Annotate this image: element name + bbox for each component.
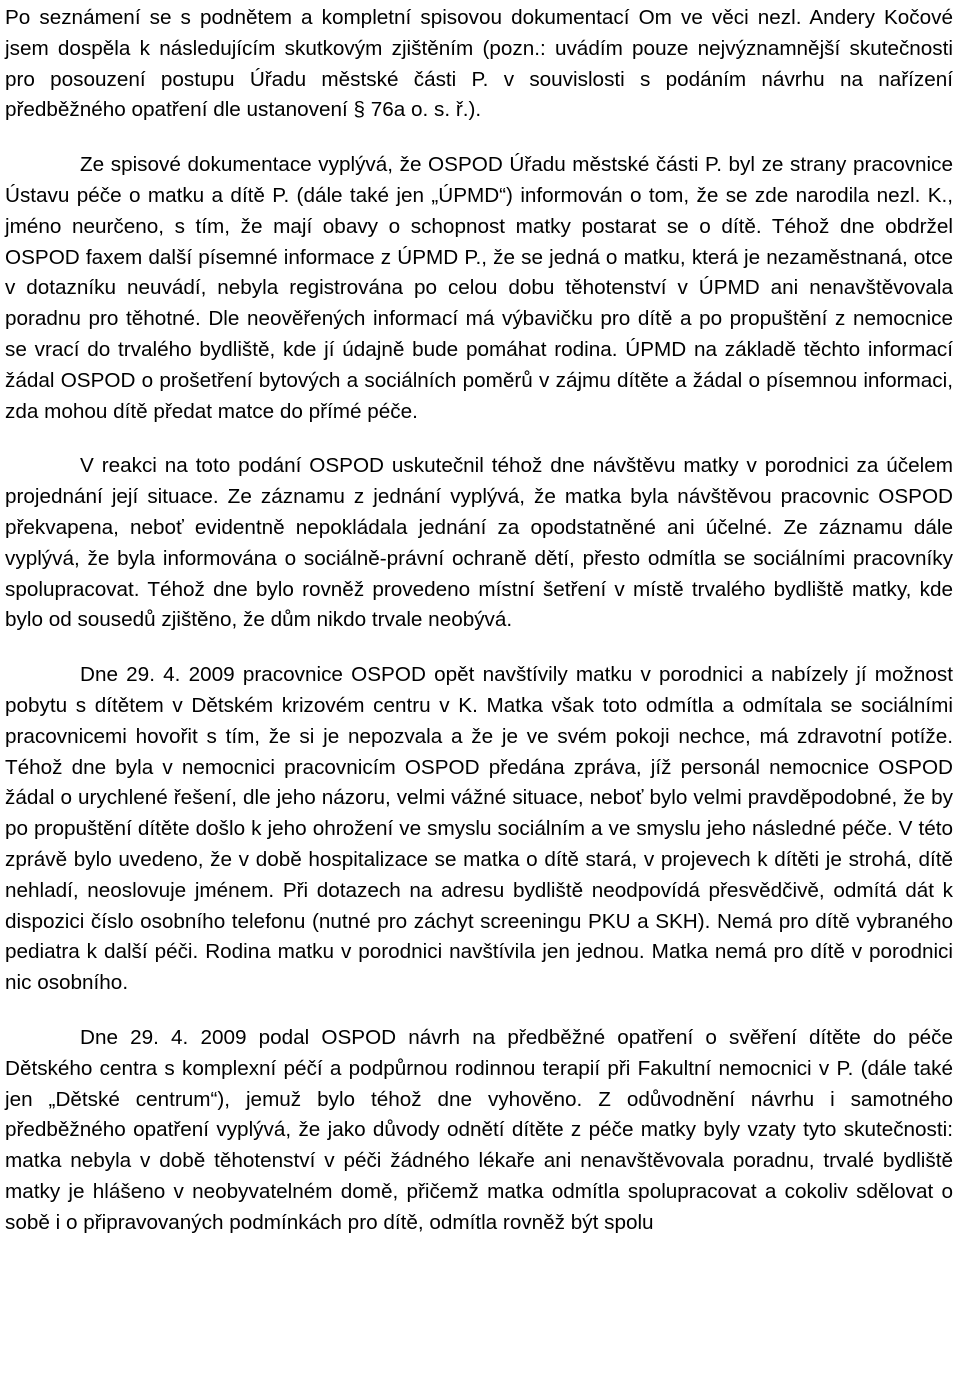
paragraph-preliminary-measure: Dne 29. 4. 2009 podal OSPOD návrh na předběžné opatření o svěření dítěte do péče Dětského centra s komplexní péčí a podpůrnou rodinnou terapií při Fakultní nemocnici v P. (dále také jen „Dětské centrum“), jemuž bylo téhož dne vyhověno. Z odůvodnění návrhu i samotného předběžného opatření vyplývá, že jako důvody odnětí dítěte z péče matky byly vzaty tyto skutečnosti: matka nebyla v době těhotenství v péči žádného lékaře ani nenavštěvovala poradnu, trvalé bydliště matky je hlášeno v neobyvatelném domě, přičemž matka odmítla spolupracovat a cokoliv sdělovat o sobě i o připravovaných podmínkách pro dítě, odmítla rovněž být spolu [5, 1025, 953, 1234]
paragraph-file-findings: Ze spisové dokumentace vyplývá, že OSPOD Úřadu městské části P. byl ze strany pracovnice Ústavu péče o matku a dítě P. (dále také jen „ÚPMD“) informován o tom, že se zde narodila nezl. K., jméno neurčeno, s tím, že mají obavy o schopnost matky postarat se o dítě. Téhož dne obdržel OSPOD faxem další písemné informace z ÚPMD P., že se jedná o matku, která je nezaměstnaná, otce v dotazníku neuvádí, nebyla registrována po celou dobu těhotenství v ÚPMD ani nenavštěvovala poradnu pro těhotné. Dle neověřených informací má výbavičku pro dítě a po propuštění z nemocnice se vrací do trvalého bydliště, kde jí údajně bude pomáhat rodina. ÚPMD na základě těchto informací žádal OSPOD o prošetření bytových a sociálních poměrů v zájmu dítěte a žádal o písemnou informaci, zda mohou dítě předat matce do přímé péče. [5, 153, 953, 423]
paragraph-second-visit: Dne 29. 4. 2009 pracovnice OSPOD opět navštívily matku v porodnici a nabízely jí možnost pobytu s dítětem v Dětském krizovém centru v K. Matka však toto odmítla a odmítala se sociálními pracovnicemi hovořit s tím, že si je nepozvala a že je ve svém pokoji nechce, má zdravotní potíže. Téhož dne byla v nemocnici pracovnicím OSPOD předána zpráva, jíž personál nemocnice OSPOD žádal o urychlené řešení, dle jeho názoru, velmi vážné situace, neboť bylo velmi pravděpodobné, že by po propuštění dítěte došlo k jeho ohrožení ve smyslu sociálním a ve smyslu jeho následné péče. V této zprávě bylo uvedeno, že v době hospitalizace se matka o dítě stará, v projevech k dítěti je strohá, dítě nehladí, neoslovuje jménem. Při dotazech na adresu bydliště neodpovídá přesvědčivě, odmítá dát k dispozici číslo osobního telefonu (nutné pro záchyt screeningu PKU a SKH). Nemá pro dítě vybraného pediatra k další péči. Rodina matku v porodnici navštívila jen jednou. Matka nemá pro dítě v porodnici nic osobního. [5, 663, 953, 995]
paragraph-maternity-visit: V reakci na toto podání OSPOD uskutečnil téhož dne návštěvu matky v porodnici za účelem projednání její situace. Ze záznamu z jednání vyplývá, že matka byla návštěvou pracovnic OSPOD překvapena, neboť evidentně nepokládala jednání za opodstatněné ani účelné. Ze záznamu dále vyplývá, že byla informována o sociálně-právní ochraně dětí, přesto odmítla se sociálními pracovníky spolupracovat. Téhož dne bylo rovněž provedeno místní šetření v místě trvalého bydliště matky, kde bylo od sousedů zjištěno, že dům nikdo trvale neobývá. [5, 454, 953, 632]
paragraph-intro: Po seznámení se s podnětem a kompletní spisovou dokumentací Om ve věci nezl. Andery Kočové jsem dospěla k následujícím skutkovým zjištěním (pozn.: uvádím pouze nejvýznamnější skutečnosti pro posouzení postupu Úřadu městské části P. v souvislosti s podáním návrhu na nařízení předběžného opatření dle ustanovení § 76a o. s. ř.). [5, 6, 953, 122]
